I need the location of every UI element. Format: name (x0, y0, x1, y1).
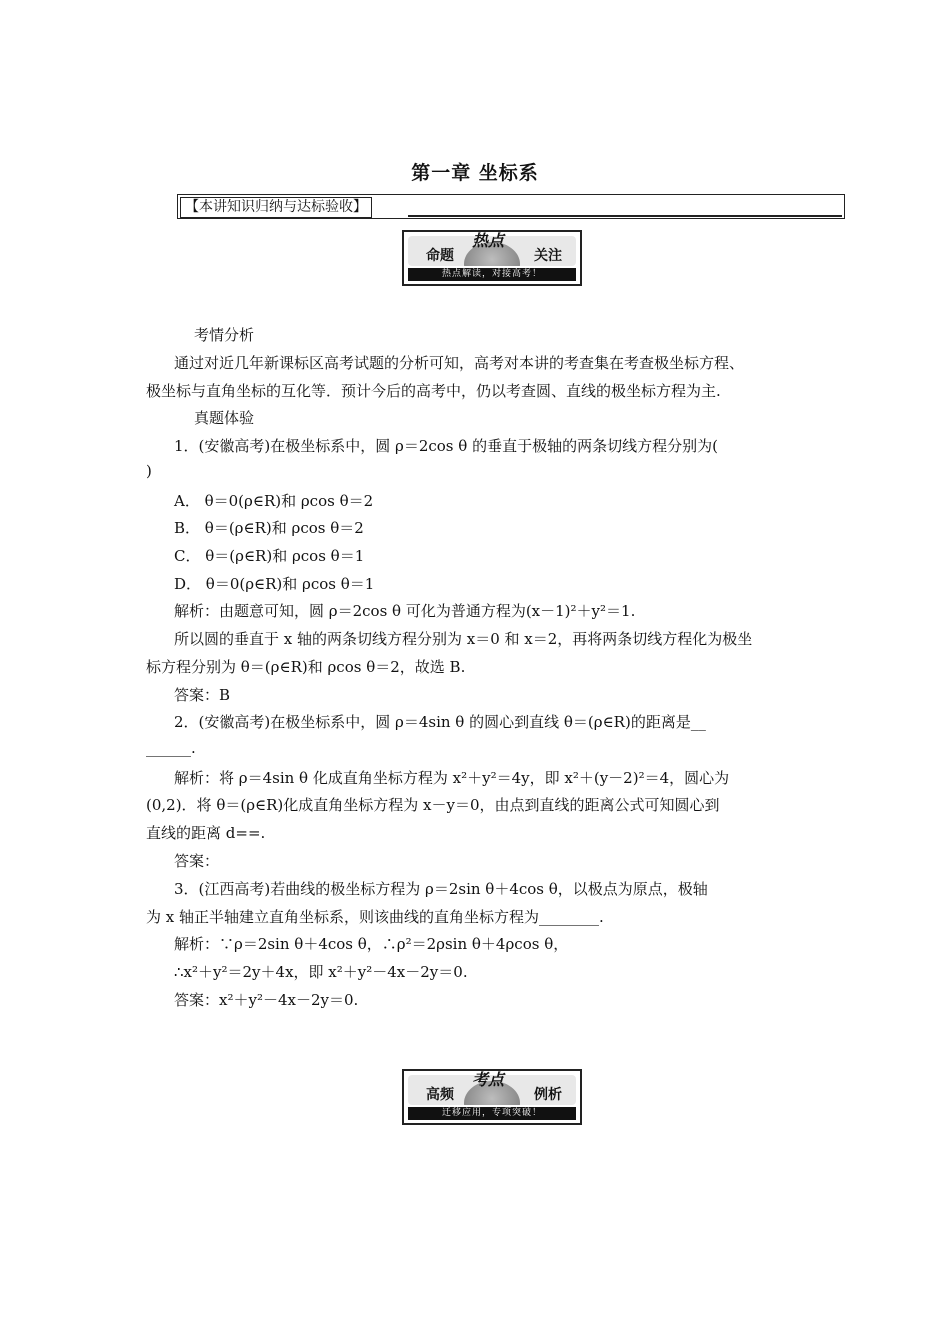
solution-line: 标方程分别为 θ＝(ρ∈R)和 ρcos θ＝2，故选 B. (146, 658, 466, 676)
banner-right-word: 关注 (534, 248, 562, 264)
question-2: 2．(安徽高考)在极坐标系中，圆 ρ＝4sin θ 的圆心到直线 θ＝(ρ∈R)的距离是__ (174, 713, 706, 731)
option-a: A． θ＝0(ρ∈R)和 ρcos θ＝2 (174, 492, 374, 510)
question-1: 1．(安徽高考)在极坐标系中，圆 ρ＝2cos θ 的垂直于极轴的两条切线方程分别为( (174, 437, 718, 455)
paragraph-line: 通过对近几年新课标区高考试题的分析可知，高考对本讲的考查集在考查极坐标方程、 (174, 354, 745, 372)
solution-line: 解析：由题意可知，圆 ρ＝2cos θ 可化为普通方程为(x－1)²＋y²＝1. (174, 602, 636, 620)
hot-topic-banner (402, 230, 582, 286)
banner-top-word: 考点 (472, 1070, 505, 1089)
option-c: C． θ＝(ρ∈R)和 ρcos θ＝1 (174, 547, 365, 565)
banner-left-word: 命题 (426, 248, 454, 264)
question-3-cont: 为 x 轴正半轴建立直角坐标系，则该曲线的直角坐标方程为________. (146, 908, 604, 926)
page-title: 第一章 坐标系 (411, 162, 539, 184)
banner-top-word: 热点 (472, 231, 505, 250)
solution-line: 解析：将 ρ＝4sin θ 化成直角坐标方程为 x²＋y²＝4y，即 x²＋(y－2)²＝4，圆心为 (174, 769, 730, 787)
key-points-banner (402, 1069, 582, 1125)
solution-line: ∴x²＋y²＝2y＋4x，即 x²＋y²－4x－2y＝0. (174, 963, 468, 981)
question-3: 3．(江西高考)若曲线的极坐标方程为 ρ＝2sin θ＋4cos θ，以极点为原点，极轴 (174, 880, 708, 898)
solution-line: 解析：∵ρ＝2sin θ＋4cos θ，∴ρ²＝2ρsin θ＋4ρcos θ， (174, 935, 569, 953)
option-b: B． θ＝(ρ∈R)和 ρcos θ＝2 (174, 519, 364, 537)
banner-strip: 热点解读，对接高考！ (408, 268, 576, 281)
section-rule (408, 215, 842, 217)
solution-line: 直线的距离 d==. (146, 824, 266, 842)
answer-line: 答案：x²＋y²－4x－2y＝0. (174, 991, 359, 1009)
heading-practice: 真题体验 (194, 409, 255, 427)
question-2-cont: ______. (146, 739, 196, 757)
option-d: D． θ＝0(ρ∈R)和 ρcos θ＝1 (174, 575, 375, 593)
banner-right-word: 例析 (534, 1087, 562, 1103)
banner-left-word: 高频 (426, 1087, 454, 1103)
answer-line: 答案：B (174, 686, 231, 704)
answer-line: 答案： (174, 852, 220, 870)
paragraph-line: 极坐标与直角坐标的互化等．预计今后的高考中，仍以考查圆、直线的极坐标方程为主. (146, 382, 721, 400)
solution-line: (0,2)．将 θ＝(ρ∈R)化成直角坐标方程为 x－y＝0，由点到直线的距离公式可知圆心到 (146, 796, 720, 814)
section-header (177, 194, 845, 219)
banner-strip: 迁移应用，专项突破！ (408, 1107, 576, 1120)
question-1-cont: ) (146, 462, 152, 480)
heading-analysis: 考情分析 (194, 326, 255, 344)
section-label: 【本讲知识归纳与达标验收】 (180, 197, 372, 218)
solution-line: 所以圆的垂直于 x 轴的两条切线方程分别为 x＝0 和 x＝2，再将两条切线方程化为极坐 (174, 630, 753, 648)
